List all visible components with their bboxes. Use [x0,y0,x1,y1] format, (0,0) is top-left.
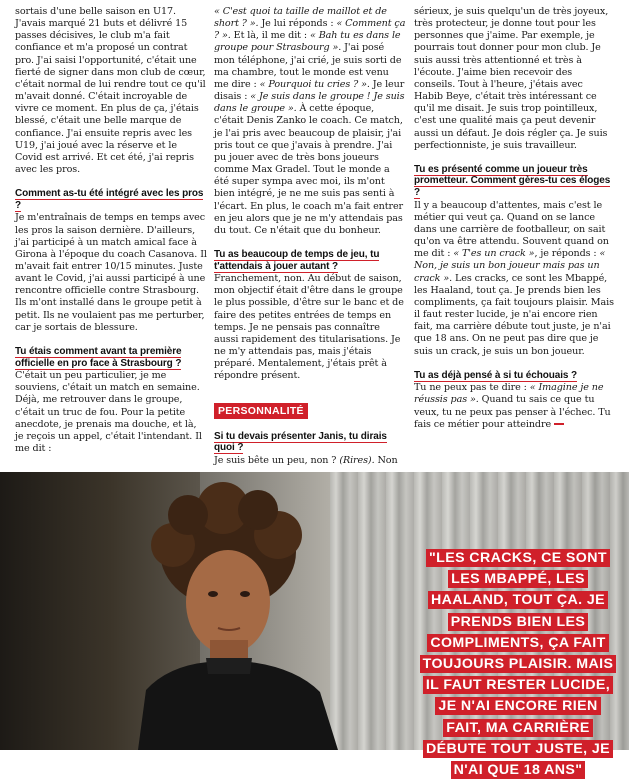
pull-quote [418,548,618,781]
continuation-mark [554,423,564,425]
article-column-3 [414,6,614,431]
paragraph: « C'est quoi ta taille de maillot et de short ? ». Je lui réponds : « Comment ça ? ». Et là, il me dit : « Bah tu es dans le groupe pour Strasbourg ». J'ai posé mon téléphone, j'ai crié, je suis sorti de ma chambre, tout le monde est venu me dire : « Pourquoi tu cries ? ». Je leur disais : « Je suis dans le groupe ! Je suis dans le groupe ». À cette époque, c'était Denis Zanko le coach. Ce match, je l'ai pris avec beaucoup de plaisir, j'ai pris tout ce que j'avais à prendre. J'ai pu jouer avec de très bons joueurs comme Max Gradel. Tout le monde a été super sympa avec moi, ils m'ont bien intégré, je ne me suis pas senti à l'écart. En plus, le coach m'a fait entrer en jeu alors que je ne m'y attendais pas du tout. Ce n'était que du bonheur. [214,6,406,236]
interview-question: Tu as beaucoup de temps de jeu, tu t'attendais à jouer autant ? [214,248,380,272]
paragraph: sortais d'une belle saison en U17. J'avais marqué 21 buts et délivré 15 passes décisives, le club m'a fait confiance et m'a proposé un contrat pro. J'ai saisi l'opportunité, c'était une fierté de signer dans mon club de cœur, c'était normal de lui rendre tout ce qu'il m'avait donné. C'était incroyable de vivre ce moment. En plus de ça, j'étais blessé, c'était une belle marque de confiance. J'ai ensuite repris avec les U19, j'ai joué avec la réserve et le Covid est arrivé. Et cet été, j'ai repris avec les pros. [15,6,206,176]
interview-question: Tu as déjà pensé à si tu échouais ? [414,369,578,381]
interview-question: Si tu devais présenter Janis, tu dirais quoi ? [214,430,387,454]
player-figure-illustration [128,490,348,750]
section-tag: PERSONNALITÉ [214,403,308,419]
paragraph: sérieux, je suis quelqu'un de très joyeux, très protecteur, je donne tout pour les personnes que j'aime. Par exemple, je pourrais tout donner pour mon club. Je suis aussi très attentionné et très à l'écoute. J'aime bien recevoir des conseils. Tout à l'heure, j'étais avec Habib Beye, c'était très intéressant ce qu'il me disait. Je suis trop pointilleux, c'est une qualité mais ça peut devenir aussi un défaut. Je dois régler ça. Je suis perfectionniste, je suis travailleur. [414,6,609,151]
interview-question: Tu es présenté comme un joueur très prometteur. Comment gères-tu ces éloges ? [414,163,611,199]
pull-quote-text: "LES CRACKS, CE SONT LES MBAPPÉ, LES HAALAND, TOUT ÇA. JE PRENDS BIEN LES COMPLIMENTS, ÇA FAIT TOUJOURS PLAISIR. MAIS IL FAUT RESTER LUCIDE, JE N'AI ENCORE RIEN FAIT, MA CARRIÈRE DÉBUTE TOUT JUSTE, JE N'AI QUE 18 ANS" [420,549,617,779]
paragraph: Il y a beaucoup d'attentes, mais c'est le métier qui veut ça. Quand on se lance dans une carrière de footballeur, on sait qu'on va être attendu. Souvent quand on me dit : « T'es un crack », je réponds : « Non, je suis un bon joueur mais pas un crack ». Les cracks, ce sont les Mbappé, les Haaland, tout ça. Je prends bien les compliments, ça fait toujours plaisir. Mais il faut rester lucide, je n'ai encore rien fait, ma carrière débute tout juste, je n'ai que 18 ans. On ne peut pas dire que je suis un crack, je suis un bon joueur. [414,199,614,357]
paragraph: Je suis bête un peu, non ? (Rires). Non [214,454,398,466]
article-column-1 [15,6,207,455]
interview-question: Comment as-tu été intégré avec les pros ? [15,188,204,211]
paragraph: Tu ne peux pas te dire : « Imagine je ne réussis pas ». Quand tu sais ce que tu veux, tu ne peux pas penser à l'échec. Tu fais ce métier pour atteindre [414,382,611,430]
paragraph: Je m'entraînais de temps en temps avec les pros la saison dernière. D'ailleurs, j'ai participé à un match amical face à Girona à l'époque du coach Casanova. Il m'avait fait entrer 10/15 minutes. Juste avant le Covid, j'ai aussi participé à une rencontre officielle contre Strasbourg. Ils m'ont installé dans le groupe petit à petit. Ils ne voulaient pas me perturber, car je sortais de blessure. [15,212,207,333]
article-column-2 [214,6,406,467]
interview-question: Tu étais comment avant ta première officielle en pro face à Strasbourg ? [15,345,182,369]
paragraph: C'était un peu particulier, je me souviens, c'était un match en semaine. Déjà, me retrouver dans le groupe, c'était un truc de fou. Pour la petite anecdote, je prenais ma douche, et là, je reçois un appel, c'était l'intendant. Il me dit : [15,370,202,455]
paragraph: Franchement, non. Au début de saison, mon objectif était d'être dans le groupe le plus possible, d'être sur le banc et de faire des petites entrées de temps en temps. Je ne pensais pas connaître aussi rapidement des titularisations. Je ne m'y attendais pas, mais j'étais préparé. Mentalement, j'étais prêt à répondre présent. [214,273,404,382]
